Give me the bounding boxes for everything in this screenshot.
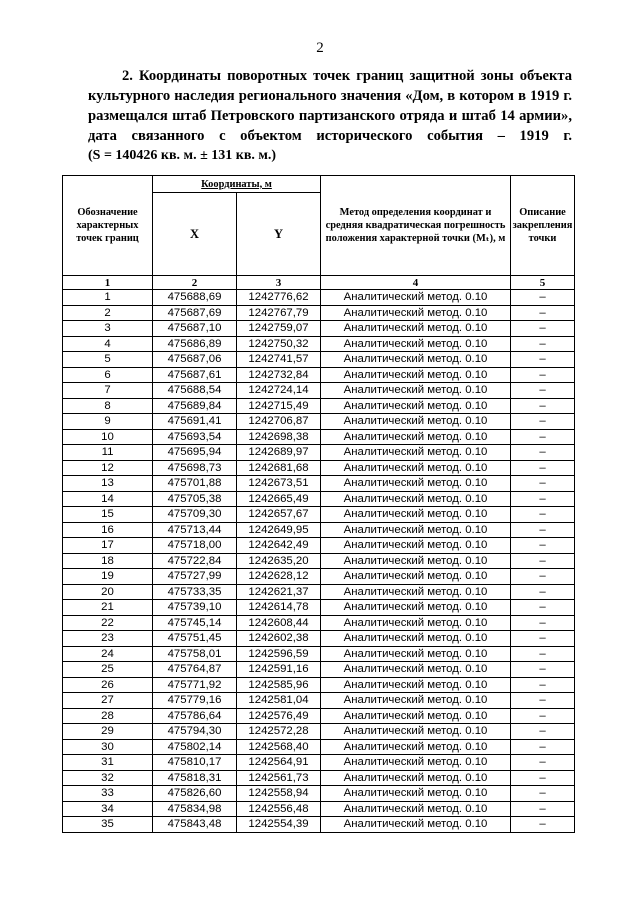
cell-y: 1242642,49	[237, 538, 321, 554]
cell-method: Аналитический метод. 0.10	[321, 615, 511, 631]
header-y: Y	[237, 193, 321, 276]
table-row	[63, 677, 575, 693]
cell-point-number: 14	[63, 491, 153, 507]
intro-line: 2. Координаты поворотных точек границ защитной зоны объекта	[122, 68, 572, 84]
cell-description: –	[511, 755, 575, 771]
cell-point-number: 7	[63, 383, 153, 399]
cell-x: 475843,48	[153, 817, 237, 833]
cell-y: 1242750,32	[237, 336, 321, 352]
area-statement: (S = 140426 кв. м. ± 131 кв. м.)	[88, 148, 277, 163]
cell-y: 1242585,96	[237, 677, 321, 693]
cell-x: 475771,92	[153, 677, 237, 693]
table-row	[63, 755, 575, 771]
header-method: Метод определения координат и средняя квадратическая погрешность положения характерной точки (Mₜ), м	[321, 176, 511, 276]
cell-point-number: 35	[63, 817, 153, 833]
cell-y: 1242554,39	[237, 817, 321, 833]
cell-point-number: 29	[63, 724, 153, 740]
cell-y: 1242576,49	[237, 708, 321, 724]
cell-y: 1242581,04	[237, 693, 321, 709]
cell-description: –	[511, 429, 575, 445]
intro-paragraph	[88, 66, 572, 166]
coordinates-table	[62, 175, 575, 833]
cell-description: –	[511, 321, 575, 337]
cell-x: 475688,54	[153, 383, 237, 399]
cell-point-number: 21	[63, 600, 153, 616]
cell-point-number: 25	[63, 662, 153, 678]
cell-description: –	[511, 693, 575, 709]
cell-description: –	[511, 476, 575, 492]
cell-point-number: 34	[63, 801, 153, 817]
cell-method: Аналитический метод. 0.10	[321, 367, 511, 383]
cell-method: Аналитический метод. 0.10	[321, 491, 511, 507]
cell-method: Аналитический метод. 0.10	[321, 708, 511, 724]
column-number: 3	[237, 276, 321, 290]
cell-method: Аналитический метод. 0.10	[321, 553, 511, 569]
cell-point-number: 33	[63, 786, 153, 802]
cell-y: 1242715,49	[237, 398, 321, 414]
cell-point-number: 17	[63, 538, 153, 554]
cell-x: 475826,60	[153, 786, 237, 802]
table-row	[63, 414, 575, 430]
cell-point-number: 12	[63, 460, 153, 476]
table-row	[63, 445, 575, 461]
cell-x: 475758,01	[153, 646, 237, 662]
cell-point-number: 16	[63, 522, 153, 538]
cell-description: –	[511, 739, 575, 755]
cell-x: 475751,45	[153, 631, 237, 647]
table-row	[63, 522, 575, 538]
table-row	[63, 367, 575, 383]
cell-point-number: 15	[63, 507, 153, 523]
table-row	[63, 817, 575, 833]
cell-method: Аналитический метод. 0.10	[321, 724, 511, 740]
table-row	[63, 491, 575, 507]
cell-description: –	[511, 615, 575, 631]
cell-point-number: 4	[63, 336, 153, 352]
cell-x: 475687,61	[153, 367, 237, 383]
cell-method: Аналитический метод. 0.10	[321, 336, 511, 352]
cell-method: Аналитический метод. 0.10	[321, 584, 511, 600]
cell-x: 475745,14	[153, 615, 237, 631]
cell-point-number: 20	[63, 584, 153, 600]
cell-method: Аналитический метод. 0.10	[321, 445, 511, 461]
table-row	[63, 321, 575, 337]
cell-description: –	[511, 507, 575, 523]
cell-point-number: 10	[63, 429, 153, 445]
cell-method: Аналитический метод. 0.10	[321, 538, 511, 554]
table-row	[63, 693, 575, 709]
cell-method: Аналитический метод. 0.10	[321, 398, 511, 414]
header-x: X	[153, 193, 237, 276]
table-row	[63, 662, 575, 678]
cell-y: 1242635,20	[237, 553, 321, 569]
cell-x: 475693,54	[153, 429, 237, 445]
cell-method: Аналитический метод. 0.10	[321, 786, 511, 802]
cell-x: 475786,64	[153, 708, 237, 724]
cell-description: –	[511, 786, 575, 802]
cell-description: –	[511, 460, 575, 476]
table-row	[63, 739, 575, 755]
cell-y: 1242689,97	[237, 445, 321, 461]
cell-method: Аналитический метод. 0.10	[321, 801, 511, 817]
cell-point-number: 9	[63, 414, 153, 430]
table-row	[63, 631, 575, 647]
cell-y: 1242628,12	[237, 569, 321, 585]
cell-point-number: 11	[63, 445, 153, 461]
cell-method: Аналитический метод. 0.10	[321, 770, 511, 786]
cell-method: Аналитический метод. 0.10	[321, 290, 511, 306]
cell-y: 1242564,91	[237, 755, 321, 771]
header-point: Обозначение характерных точек границ	[63, 176, 153, 276]
cell-x: 475691,41	[153, 414, 237, 430]
cell-method: Аналитический метод. 0.10	[321, 460, 511, 476]
cell-x: 475802,14	[153, 739, 237, 755]
table-row	[63, 460, 575, 476]
cell-method: Аналитический метод. 0.10	[321, 677, 511, 693]
cell-y: 1242741,57	[237, 352, 321, 368]
table-row	[63, 383, 575, 399]
table-row	[63, 801, 575, 817]
cell-y: 1242614,78	[237, 600, 321, 616]
column-number: 4	[321, 276, 511, 290]
cell-point-number: 18	[63, 553, 153, 569]
column-number: 2	[153, 276, 237, 290]
cell-y: 1242558,94	[237, 786, 321, 802]
cell-y: 1242657,67	[237, 507, 321, 523]
cell-description: –	[511, 336, 575, 352]
cell-y: 1242591,16	[237, 662, 321, 678]
header-description: Описание закрепления точки	[511, 176, 575, 276]
table-row	[63, 429, 575, 445]
intro-line: размещался штаб Петровского партизанского отряда и штаб 14 армии»,	[88, 108, 572, 124]
header-coordinates: Координаты, м	[153, 176, 321, 193]
cell-x: 475689,84	[153, 398, 237, 414]
cell-description: –	[511, 414, 575, 430]
table-row	[63, 476, 575, 492]
cell-description: –	[511, 817, 575, 833]
intro-line: дата связанного с объектом исторического события – 1919 г.	[88, 128, 572, 144]
cell-y: 1242698,38	[237, 429, 321, 445]
cell-description: –	[511, 724, 575, 740]
cell-x: 475794,30	[153, 724, 237, 740]
cell-point-number: 19	[63, 569, 153, 585]
cell-description: –	[511, 367, 575, 383]
cell-description: –	[511, 584, 575, 600]
table-row	[63, 708, 575, 724]
table-row	[63, 352, 575, 368]
table-row	[63, 553, 575, 569]
cell-method: Аналитический метод. 0.10	[321, 600, 511, 616]
cell-x: 475705,38	[153, 491, 237, 507]
cell-description: –	[511, 677, 575, 693]
cell-y: 1242673,51	[237, 476, 321, 492]
cell-x: 475834,98	[153, 801, 237, 817]
table-row	[63, 584, 575, 600]
cell-y: 1242665,49	[237, 491, 321, 507]
table-row	[63, 336, 575, 352]
cell-x: 475733,35	[153, 584, 237, 600]
cell-y: 1242724,14	[237, 383, 321, 399]
table-row	[63, 538, 575, 554]
cell-point-number: 5	[63, 352, 153, 368]
cell-y: 1242706,87	[237, 414, 321, 430]
cell-description: –	[511, 290, 575, 306]
cell-description: –	[511, 538, 575, 554]
cell-description: –	[511, 305, 575, 321]
cell-x: 475686,89	[153, 336, 237, 352]
cell-point-number: 6	[63, 367, 153, 383]
table-row	[63, 786, 575, 802]
cell-y: 1242602,38	[237, 631, 321, 647]
cell-x: 475727,99	[153, 569, 237, 585]
cell-x: 475688,69	[153, 290, 237, 306]
cell-point-number: 23	[63, 631, 153, 647]
table-row	[63, 569, 575, 585]
cell-y: 1242776,62	[237, 290, 321, 306]
cell-x: 475687,06	[153, 352, 237, 368]
cell-description: –	[511, 801, 575, 817]
cell-method: Аналитический метод. 0.10	[321, 305, 511, 321]
table-row	[63, 600, 575, 616]
cell-x: 475695,94	[153, 445, 237, 461]
table-row	[63, 507, 575, 523]
page-number: 2	[316, 40, 324, 56]
cell-point-number: 26	[63, 677, 153, 693]
cell-y: 1242608,44	[237, 615, 321, 631]
cell-method: Аналитический метод. 0.10	[321, 414, 511, 430]
cell-method: Аналитический метод. 0.10	[321, 352, 511, 368]
cell-description: –	[511, 662, 575, 678]
cell-x: 475713,44	[153, 522, 237, 538]
cell-y: 1242732,84	[237, 367, 321, 383]
cell-y: 1242561,73	[237, 770, 321, 786]
cell-method: Аналитический метод. 0.10	[321, 522, 511, 538]
cell-point-number: 3	[63, 321, 153, 337]
cell-x: 475722,84	[153, 553, 237, 569]
cell-y: 1242596,59	[237, 646, 321, 662]
cell-x: 475810,17	[153, 755, 237, 771]
cell-method: Аналитический метод. 0.10	[321, 383, 511, 399]
cell-method: Аналитический метод. 0.10	[321, 507, 511, 523]
cell-x: 475764,87	[153, 662, 237, 678]
cell-description: –	[511, 770, 575, 786]
cell-method: Аналитический метод. 0.10	[321, 817, 511, 833]
cell-y: 1242681,68	[237, 460, 321, 476]
cell-point-number: 2	[63, 305, 153, 321]
cell-method: Аналитический метод. 0.10	[321, 646, 511, 662]
cell-y: 1242572,28	[237, 724, 321, 740]
cell-method: Аналитический метод. 0.10	[321, 476, 511, 492]
cell-point-number: 24	[63, 646, 153, 662]
table-row	[63, 646, 575, 662]
cell-point-number: 27	[63, 693, 153, 709]
cell-y: 1242759,07	[237, 321, 321, 337]
cell-method: Аналитический метод. 0.10	[321, 321, 511, 337]
cell-x: 475709,30	[153, 507, 237, 523]
cell-method: Аналитический метод. 0.10	[321, 631, 511, 647]
cell-point-number: 8	[63, 398, 153, 414]
cell-x: 475779,16	[153, 693, 237, 709]
cell-description: –	[511, 646, 575, 662]
cell-point-number: 13	[63, 476, 153, 492]
cell-point-number: 28	[63, 708, 153, 724]
cell-y: 1242649,95	[237, 522, 321, 538]
cell-x: 475687,69	[153, 305, 237, 321]
column-number: 5	[511, 276, 575, 290]
cell-x: 475718,00	[153, 538, 237, 554]
cell-point-number: 31	[63, 755, 153, 771]
cell-method: Аналитический метод. 0.10	[321, 429, 511, 445]
cell-description: –	[511, 553, 575, 569]
cell-x: 475701,88	[153, 476, 237, 492]
cell-x: 475818,31	[153, 770, 237, 786]
cell-y: 1242767,79	[237, 305, 321, 321]
cell-point-number: 32	[63, 770, 153, 786]
cell-method: Аналитический метод. 0.10	[321, 755, 511, 771]
column-number: 1	[63, 276, 153, 290]
cell-method: Аналитический метод. 0.10	[321, 662, 511, 678]
cell-y: 1242621,37	[237, 584, 321, 600]
cell-point-number: 1	[63, 290, 153, 306]
table-row	[63, 615, 575, 631]
cell-point-number: 22	[63, 615, 153, 631]
table-row	[63, 724, 575, 740]
cell-method: Аналитический метод. 0.10	[321, 739, 511, 755]
intro-line: культурного наследия регионального значения «Дом, в котором в 1919 г.	[88, 88, 572, 104]
cell-x: 475687,10	[153, 321, 237, 337]
cell-method: Аналитический метод. 0.10	[321, 569, 511, 585]
table-row	[63, 770, 575, 786]
cell-y: 1242568,40	[237, 739, 321, 755]
cell-description: –	[511, 491, 575, 507]
table-row	[63, 305, 575, 321]
cell-description: –	[511, 383, 575, 399]
cell-description: –	[511, 398, 575, 414]
cell-y: 1242556,48	[237, 801, 321, 817]
table-row	[63, 290, 575, 306]
cell-description: –	[511, 708, 575, 724]
cell-x: 475698,73	[153, 460, 237, 476]
cell-description: –	[511, 445, 575, 461]
cell-x: 475739,10	[153, 600, 237, 616]
cell-description: –	[511, 522, 575, 538]
table-row	[63, 398, 575, 414]
cell-description: –	[511, 600, 575, 616]
cell-description: –	[511, 631, 575, 647]
cell-point-number: 30	[63, 739, 153, 755]
cell-description: –	[511, 569, 575, 585]
cell-method: Аналитический метод. 0.10	[321, 693, 511, 709]
cell-description: –	[511, 352, 575, 368]
